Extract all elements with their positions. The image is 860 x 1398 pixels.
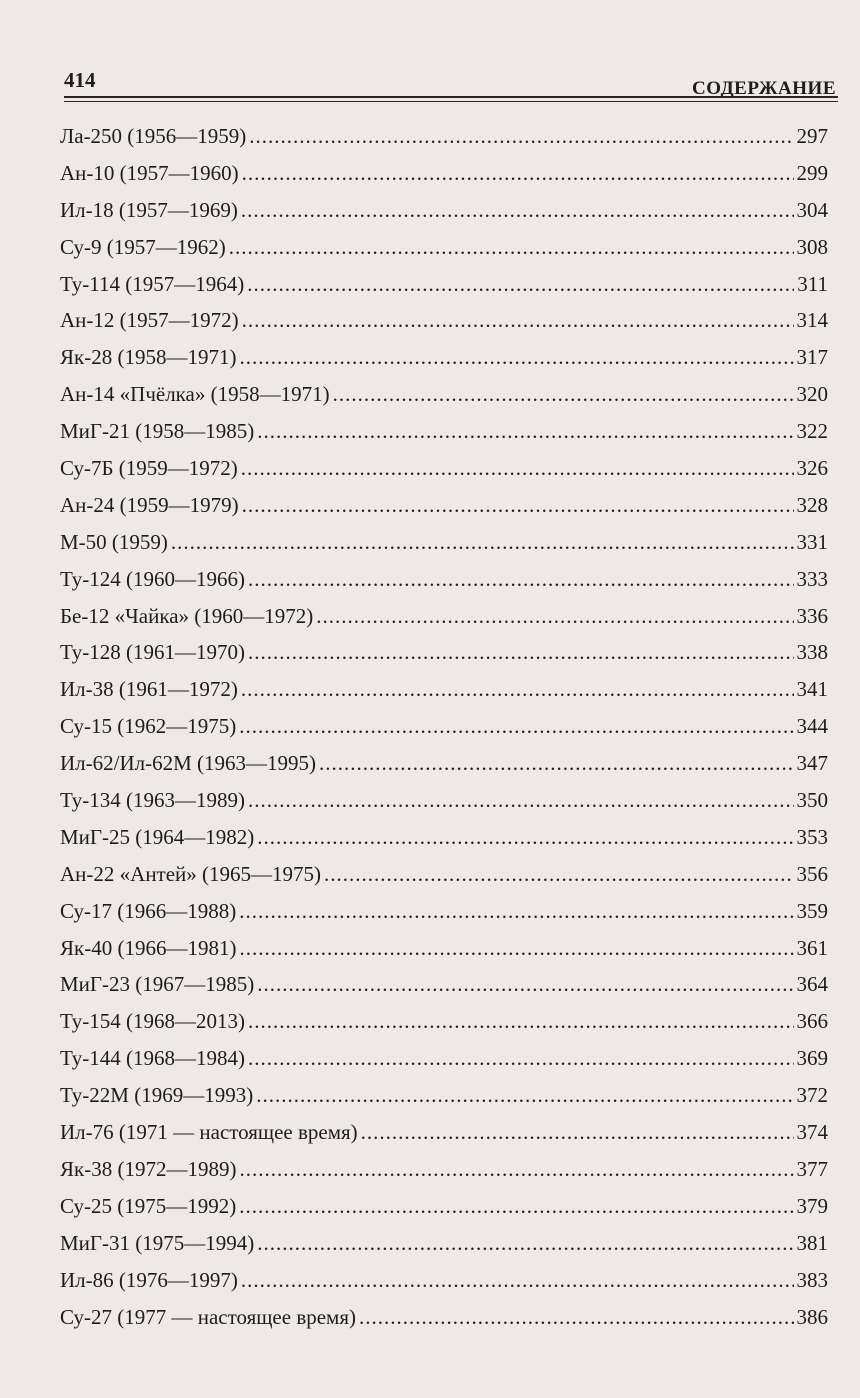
toc-entry-title: Як-40 (1966—1981) (60, 935, 237, 960)
toc-dot-leader (171, 524, 794, 561)
toc-entry-page: 381 (796, 1230, 828, 1255)
toc-dot-leader (239, 708, 793, 745)
toc-entry-title: Як-38 (1972—1989) (60, 1156, 237, 1181)
toc-entry-title: Су-9 (1957—1962) (60, 234, 226, 259)
toc-entry-title: Ан-24 (1959—1979) (60, 492, 239, 517)
toc-entry (60, 1077, 828, 1114)
toc-entry (60, 745, 828, 782)
toc-entry-page: 317 (796, 345, 828, 370)
toc-entry-title: Су-7Б (1959—1972) (60, 456, 238, 481)
toc-dot-leader (248, 561, 793, 598)
toc-dot-leader (249, 118, 793, 155)
toc-entry-title: Ан-14 «Пчёлка» (1958—1971) (60, 382, 330, 407)
toc-entry (60, 966, 828, 1003)
toc-entry (60, 450, 828, 487)
toc-entry-title: Ла-250 (1956—1959) (60, 124, 247, 148)
toc-dot-leader (239, 930, 793, 967)
toc-entry-title: Ил-18 (1957—1969) (60, 197, 238, 222)
toc-entry-title: М-50 (1959) (60, 529, 168, 554)
toc-entry-page: 297 (796, 124, 828, 148)
toc-entry (60, 708, 828, 745)
toc-entry-title: Ту-128 (1961—1970) (60, 640, 246, 665)
toc-dot-leader (241, 450, 794, 487)
toc-entry-page: 344 (796, 714, 828, 739)
toc-entry (60, 782, 828, 819)
toc-entry (60, 302, 828, 339)
toc-dot-leader (248, 1040, 793, 1077)
toc-entry (60, 524, 828, 561)
toc-entry-page: 366 (796, 1009, 828, 1034)
toc-entry-page: 350 (796, 788, 828, 813)
toc-entry (60, 229, 828, 266)
toc-entry (60, 192, 828, 229)
toc-entry-page: 347 (796, 751, 828, 776)
toc-dot-leader (257, 1225, 793, 1262)
toc-dot-leader (242, 155, 794, 192)
toc-entry-title: Ту-124 (1960—1966) (60, 566, 246, 591)
toc-dot-leader (319, 745, 793, 782)
toc-entry-page: 338 (796, 640, 828, 665)
toc-entry-page: 328 (796, 492, 828, 517)
header-rule-thin (64, 101, 838, 102)
toc-entry-page: 377 (796, 1156, 828, 1181)
toc-entry (60, 893, 828, 930)
toc-entry-page: 304 (796, 197, 828, 222)
toc-entry-page: 369 (796, 1046, 828, 1071)
toc-entry-page: 359 (796, 898, 828, 923)
toc-entry (60, 561, 828, 598)
toc-entry-title: Ил-86 (1976—1997) (60, 1267, 238, 1292)
toc-dot-leader (241, 1262, 794, 1299)
toc-entry (60, 1114, 828, 1151)
toc-entry (60, 819, 828, 856)
toc-dot-leader (316, 598, 793, 635)
header-rule (64, 96, 838, 98)
toc-entry-page: 333 (796, 566, 828, 591)
table-of-contents (60, 118, 828, 1335)
toc-entry (60, 1225, 828, 1262)
toc-entry-page: 386 (796, 1304, 828, 1329)
toc-entry-title: МиГ-23 (1967—1985) (60, 972, 255, 997)
toc-entry (60, 376, 828, 413)
toc-entry-title: Ту-22М (1969—1993) (60, 1083, 254, 1108)
toc-dot-leader (324, 856, 793, 893)
toc-dot-leader (239, 893, 793, 930)
toc-entry-title: Су-25 (1975—1992) (60, 1193, 237, 1218)
toc-entry (60, 671, 828, 708)
toc-dot-leader (248, 782, 793, 819)
toc-entry (60, 634, 828, 671)
toc-dot-leader (242, 302, 794, 339)
toc-entry-title: Ан-12 (1957—1972) (60, 308, 239, 333)
toc-entry-page: 331 (796, 529, 828, 554)
toc-entry (60, 856, 828, 893)
toc-entry-page: 341 (796, 677, 828, 702)
toc-entry-title: Ту-154 (1968—2013) (60, 1009, 246, 1034)
toc-entry-title: МиГ-31 (1975—1994) (60, 1230, 255, 1255)
toc-entry-title: Ту-134 (1963—1989) (60, 788, 246, 813)
toc-entry-title: Су-15 (1962—1975) (60, 714, 237, 739)
toc-entry (60, 1188, 828, 1225)
toc-entry-page: 322 (796, 419, 828, 444)
toc-entry (60, 1151, 828, 1188)
toc-entry (60, 339, 828, 376)
toc-dot-leader (257, 966, 793, 1003)
toc-dot-leader (242, 487, 794, 524)
toc-dot-leader (239, 1151, 793, 1188)
toc-entry (60, 1299, 828, 1336)
toc-entry-title: Ил-38 (1961—1972) (60, 677, 238, 702)
toc-entry-page: 372 (796, 1083, 828, 1108)
toc-entry-page: 311 (797, 271, 828, 296)
toc-dot-leader (359, 1299, 794, 1336)
toc-dot-leader (239, 339, 793, 376)
toc-entry-page: 353 (796, 824, 828, 849)
toc-entry-title: Бе-12 «Чайка» (1960—1972) (60, 603, 314, 628)
toc-dot-leader (229, 229, 794, 266)
toc-dot-leader (248, 1003, 793, 1040)
toc-dot-leader (257, 819, 793, 856)
toc-dot-leader (257, 413, 793, 450)
toc-entry-title: МиГ-25 (1964—1982) (60, 824, 255, 849)
toc-dot-leader (333, 376, 794, 413)
toc-entry (60, 1003, 828, 1040)
toc-dot-leader (247, 266, 794, 303)
toc-entry-page: 308 (796, 234, 828, 259)
toc-entry-title: Су-17 (1966—1988) (60, 898, 237, 923)
toc-entry (60, 118, 828, 155)
toc-entry (60, 1262, 828, 1299)
toc-entry (60, 930, 828, 967)
toc-dot-leader (248, 634, 793, 671)
toc-entry (60, 487, 828, 524)
toc-dot-leader (239, 1188, 793, 1225)
toc-entry-page: 314 (796, 308, 828, 333)
toc-entry-page: 379 (796, 1193, 828, 1218)
toc-dot-leader (256, 1077, 793, 1114)
toc-dot-leader (241, 671, 794, 708)
toc-dot-leader (361, 1114, 794, 1151)
toc-entry-title: Ан-10 (1957—1960) (60, 160, 239, 185)
toc-entry-page: 320 (796, 382, 828, 407)
toc-entry (60, 266, 828, 303)
toc-entry (60, 598, 828, 635)
toc-entry-title: Ил-76 (1971 — настоящее время) (60, 1120, 358, 1145)
toc-dot-leader (241, 192, 794, 229)
toc-entry-title: МиГ-21 (1958—1985) (60, 419, 255, 444)
toc-entry-title: Ил-62/Ил-62М (1963—1995) (60, 751, 317, 776)
toc-entry-page: 299 (796, 160, 828, 185)
toc-entry (60, 155, 828, 192)
toc-entry-page: 361 (796, 935, 828, 960)
toc-entry-page: 356 (796, 861, 828, 886)
toc-entry-title: Ту-144 (1968—1984) (60, 1046, 246, 1071)
toc-entry-title: Су-27 (1977 — настоящее время) (60, 1304, 356, 1329)
toc-entry (60, 1040, 828, 1077)
toc-entry-title: Як-28 (1958—1971) (60, 345, 237, 370)
toc-entry-page: 383 (796, 1267, 828, 1292)
toc-entry-page: 364 (796, 972, 828, 997)
section-title: СОДЕРЖАНИЕ (692, 78, 836, 99)
toc-entry-title: Ан-22 «Антей» (1965—1975) (60, 861, 322, 886)
toc-entry-page: 326 (796, 456, 828, 481)
toc-entry-page: 336 (796, 603, 828, 628)
toc-entry (60, 413, 828, 450)
toc-entry-title: Ту-114 (1957—1964) (60, 271, 245, 296)
toc-entry-page: 374 (796, 1120, 828, 1145)
page-number: 414 (64, 68, 96, 92)
